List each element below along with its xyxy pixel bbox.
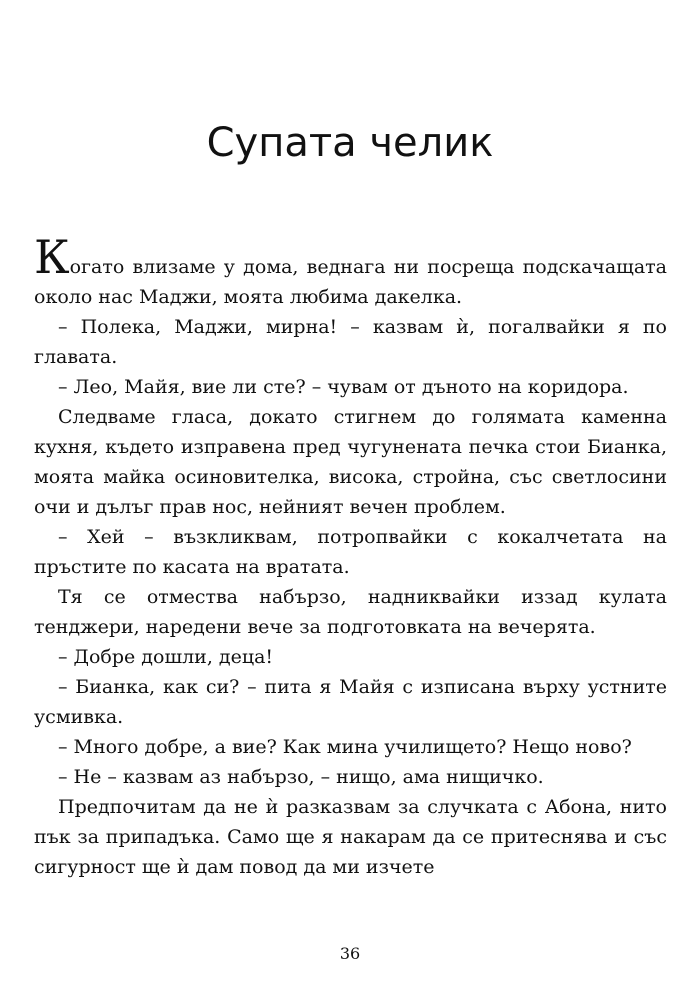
paragraph: Тя се отмества набързо, надниквайки иззад кулата тенджери, наредени вече за подготовката на вечерята. [34, 586, 667, 638]
paragraph-text: огато влизаме у дома, веднага ни посреща подскачащата около нас Маджи, моята любима дакелка. [34, 256, 667, 308]
paragraph: – Добре дошли, деца! [58, 646, 274, 668]
paragraph: Предпочитам да не ѝ разказвам за случката с Абона, нито пък за припадъка. Само ще я накарам да се притеснява и със сигурност ще ѝ дам повод да ми изчете [34, 796, 667, 878]
paragraph: – Хей – възкликвам, потропвайки с кокалчетата на пръстите по касата на вратата. [34, 526, 667, 578]
paragraph: – Много добре, а вие? Как мина училището? Нещо ново? [58, 736, 632, 758]
paragraph: – Бианка, как си? – пита я Майя с изписана върху устните усмивка. [34, 676, 667, 728]
drop-cap: К [34, 230, 70, 284]
paragraph [34, 230, 667, 312]
body-text [34, 230, 667, 882]
chapter-title: Супата челик [206, 120, 494, 166]
paragraph: Следваме гласа, докато стигнем до голямата каменна кухня, където изправена пред чугунената печка стои Бианка, моята майка осиновителка, висока, стройна, със светлосини очи и дълъг прав нос, нейният вечен проблем. [34, 406, 667, 518]
page-number: 36 [339, 944, 361, 963]
paragraph: – Не – казвам аз набързо, – нищо, ама нищичко. [58, 766, 544, 788]
paragraph: – Полека, Маджи, мирна! – казвам ѝ, погалвайки я по главата. [34, 316, 667, 368]
paragraph: – Лео, Майя, вие ли сте? – чувам от дъното на коридора. [58, 376, 629, 398]
